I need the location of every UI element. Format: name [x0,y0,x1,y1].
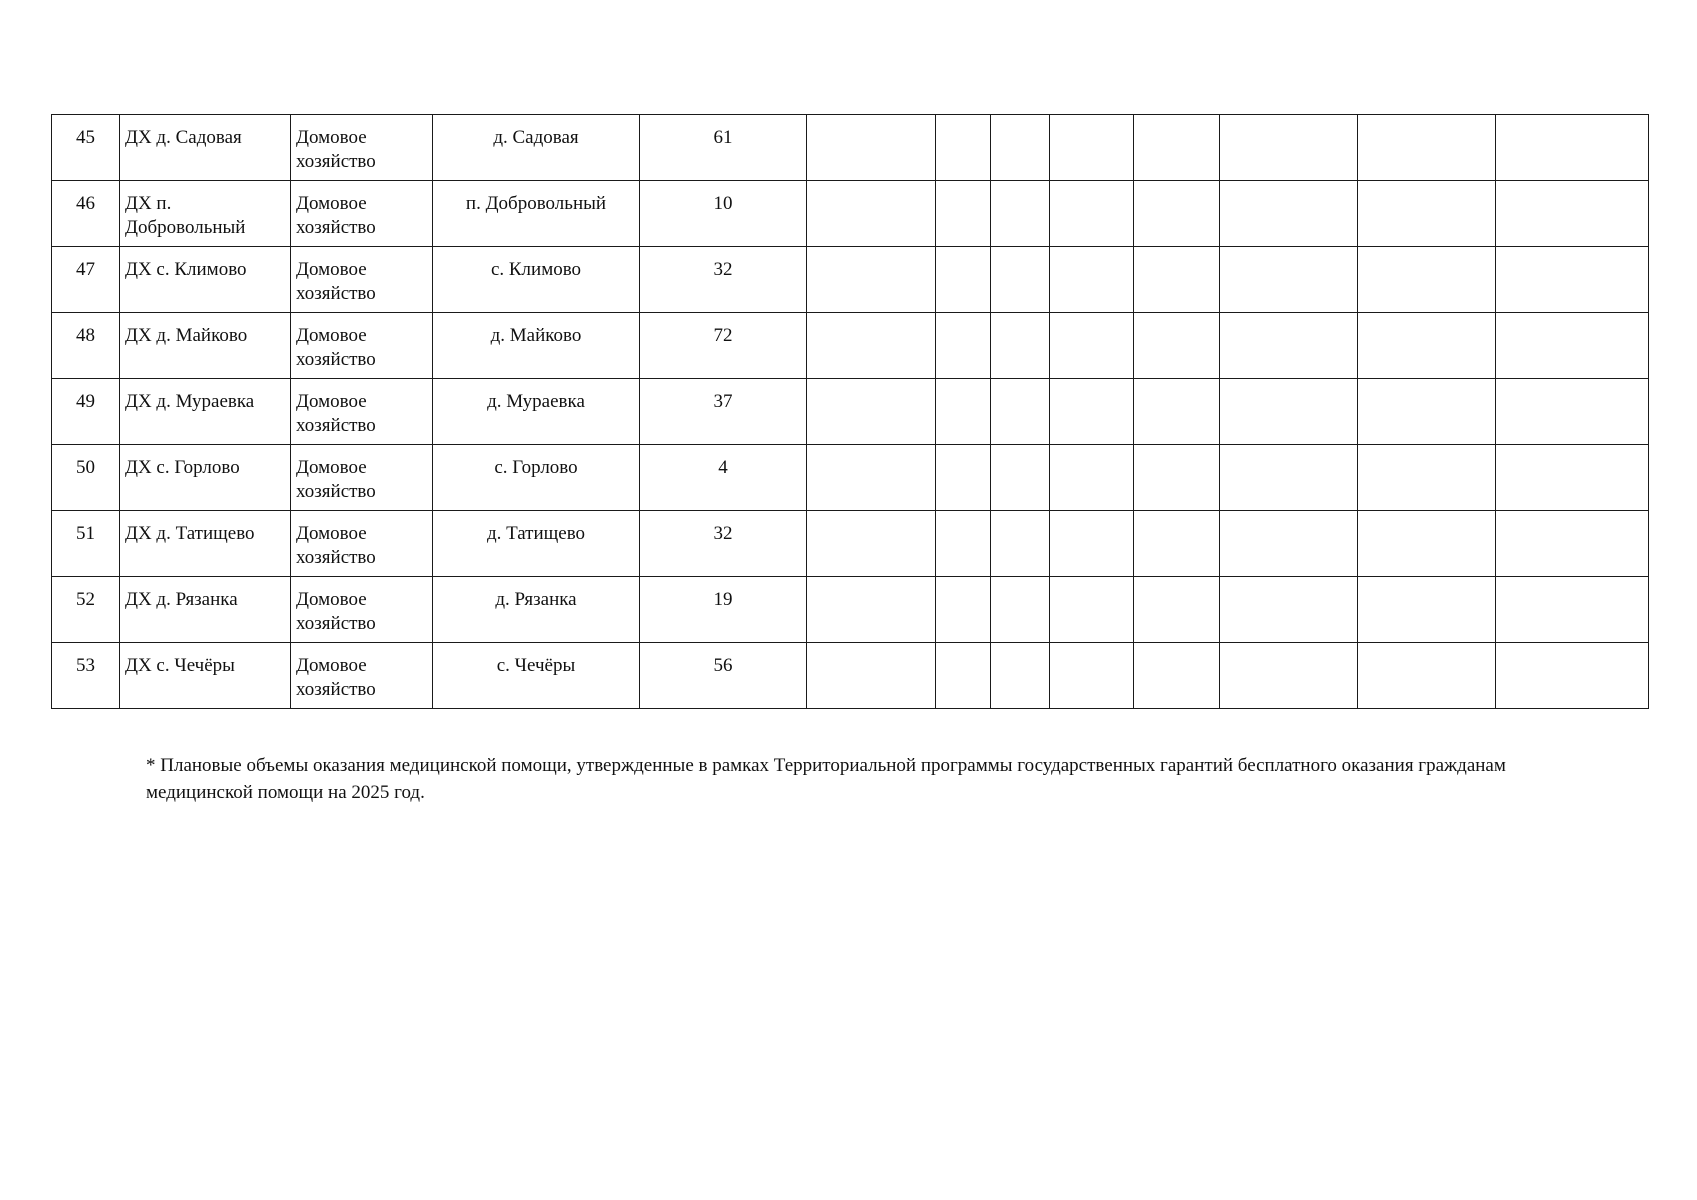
empty-cell [991,445,1050,511]
empty-cell [936,181,991,247]
facility-type-cell: Домовое хозяйство [291,313,433,379]
empty-cell [1134,181,1220,247]
empty-cell [807,511,936,577]
facility-name-cell: ДХ с. Горлово [120,445,291,511]
facility-name-cell: ДХ д. Мураевка [120,379,291,445]
empty-cell [991,115,1050,181]
empty-cell [1134,115,1220,181]
settlement-cell: д. Татищево [433,511,640,577]
empty-cell [1496,643,1649,709]
table-row [52,247,1649,313]
empty-cell [1358,247,1496,313]
planned-volume-cell: 32 [640,247,807,313]
settlement-cell: д. Рязанка [433,577,640,643]
empty-cell [1496,115,1649,181]
facility-name-cell: ДХ с. Климово [120,247,291,313]
empty-cell [1050,247,1134,313]
empty-cell [936,313,991,379]
empty-cell [1358,115,1496,181]
empty-cell [991,181,1050,247]
empty-cell [1220,643,1358,709]
table-body [52,115,1649,709]
empty-cell [1358,445,1496,511]
empty-cell [936,379,991,445]
settlement-cell: с. Чечёры [433,643,640,709]
row-number-cell: 48 [52,313,120,379]
empty-cell [1050,511,1134,577]
planned-volume-cell: 56 [640,643,807,709]
empty-cell [991,511,1050,577]
facility-type-cell: Домовое хозяйство [291,511,433,577]
facility-name-cell: ДХ д. Рязанка [120,577,291,643]
facility-name-cell: ДХ д. Садовая [120,115,291,181]
empty-cell [936,577,991,643]
empty-cell [1050,379,1134,445]
facility-type-cell: Домовое хозяйство [291,181,433,247]
empty-cell [991,313,1050,379]
table-row [52,181,1649,247]
empty-cell [1358,577,1496,643]
empty-cell [1496,511,1649,577]
planned-volume-cell: 61 [640,115,807,181]
table-row [52,313,1649,379]
row-number-cell: 53 [52,643,120,709]
empty-cell [1496,181,1649,247]
empty-cell [807,181,936,247]
empty-cell [1358,643,1496,709]
empty-cell [1050,313,1134,379]
empty-cell [1134,313,1220,379]
footnote: * Плановые объемы оказания медицинской помощи, утвержденные в рамках Территориальной программы государственных гарантий бесплатного оказания гражданам медицинской помощи на 2025 год. [146,755,1506,803]
empty-cell [936,247,991,313]
empty-cell [1496,379,1649,445]
facility-name-cell: ДХ д. Майково [120,313,291,379]
empty-cell [1050,181,1134,247]
empty-cell [1358,313,1496,379]
empty-cell [991,379,1050,445]
settlement-cell: д. Мураевка [433,379,640,445]
empty-cell [936,445,991,511]
empty-cell [1050,445,1134,511]
settlement-cell: с. Климово [433,247,640,313]
planned-volume-cell: 32 [640,511,807,577]
empty-cell [1134,643,1220,709]
empty-cell [1220,511,1358,577]
empty-cell [1134,247,1220,313]
empty-cell [807,313,936,379]
empty-cell [1134,445,1220,511]
empty-cell [1220,379,1358,445]
planned-volume-cell: 4 [640,445,807,511]
facilities-table [51,114,1649,709]
facility-type-cell: Домовое хозяйство [291,445,433,511]
table-row [52,115,1649,181]
facility-type-cell: Домовое хозяйство [291,247,433,313]
empty-cell [1220,115,1358,181]
planned-volume-cell: 72 [640,313,807,379]
table-row [52,379,1649,445]
empty-cell [1358,379,1496,445]
settlement-cell: д. Садовая [433,115,640,181]
empty-cell [807,247,936,313]
facility-name-cell: ДХ д. Татищево [120,511,291,577]
facility-type-cell: Домовое хозяйство [291,115,433,181]
row-number-cell: 50 [52,445,120,511]
table-row [52,643,1649,709]
empty-cell [1134,379,1220,445]
empty-cell [1496,313,1649,379]
settlement-cell: с. Горлово [433,445,640,511]
empty-cell [1220,313,1358,379]
settlement-cell: п. Добровольный [433,181,640,247]
empty-cell [807,115,936,181]
table-row [52,577,1649,643]
empty-cell [1496,577,1649,643]
empty-cell [1134,511,1220,577]
facility-name-cell: ДХ с. Чечёры [120,643,291,709]
empty-cell [936,115,991,181]
empty-cell [1050,115,1134,181]
empty-cell [1496,247,1649,313]
table-row [52,445,1649,511]
row-number-cell: 52 [52,577,120,643]
planned-volume-cell: 19 [640,577,807,643]
empty-cell [1050,577,1134,643]
empty-cell [936,643,991,709]
settlement-cell: д. Майково [433,313,640,379]
empty-cell [1220,577,1358,643]
facility-type-cell: Домовое хозяйство [291,577,433,643]
facility-type-cell: Домовое хозяйство [291,379,433,445]
empty-cell [1220,445,1358,511]
planned-volume-cell: 10 [640,181,807,247]
empty-cell [807,577,936,643]
row-number-cell: 45 [52,115,120,181]
empty-cell [807,445,936,511]
row-number-cell: 47 [52,247,120,313]
row-number-cell: 51 [52,511,120,577]
empty-cell [1496,445,1649,511]
empty-cell [936,511,991,577]
planned-volume-cell: 37 [640,379,807,445]
empty-cell [807,379,936,445]
row-number-cell: 49 [52,379,120,445]
empty-cell [1050,643,1134,709]
empty-cell [1134,577,1220,643]
empty-cell [991,577,1050,643]
row-number-cell: 46 [52,181,120,247]
empty-cell [991,247,1050,313]
empty-cell [1358,181,1496,247]
empty-cell [807,643,936,709]
facility-type-cell: Домовое хозяйство [291,643,433,709]
empty-cell [1358,511,1496,577]
empty-cell [1220,247,1358,313]
empty-cell [991,643,1050,709]
empty-cell [1220,181,1358,247]
table-row [52,511,1649,577]
facility-name-cell: ДХ п. Добровольный [120,181,291,247]
